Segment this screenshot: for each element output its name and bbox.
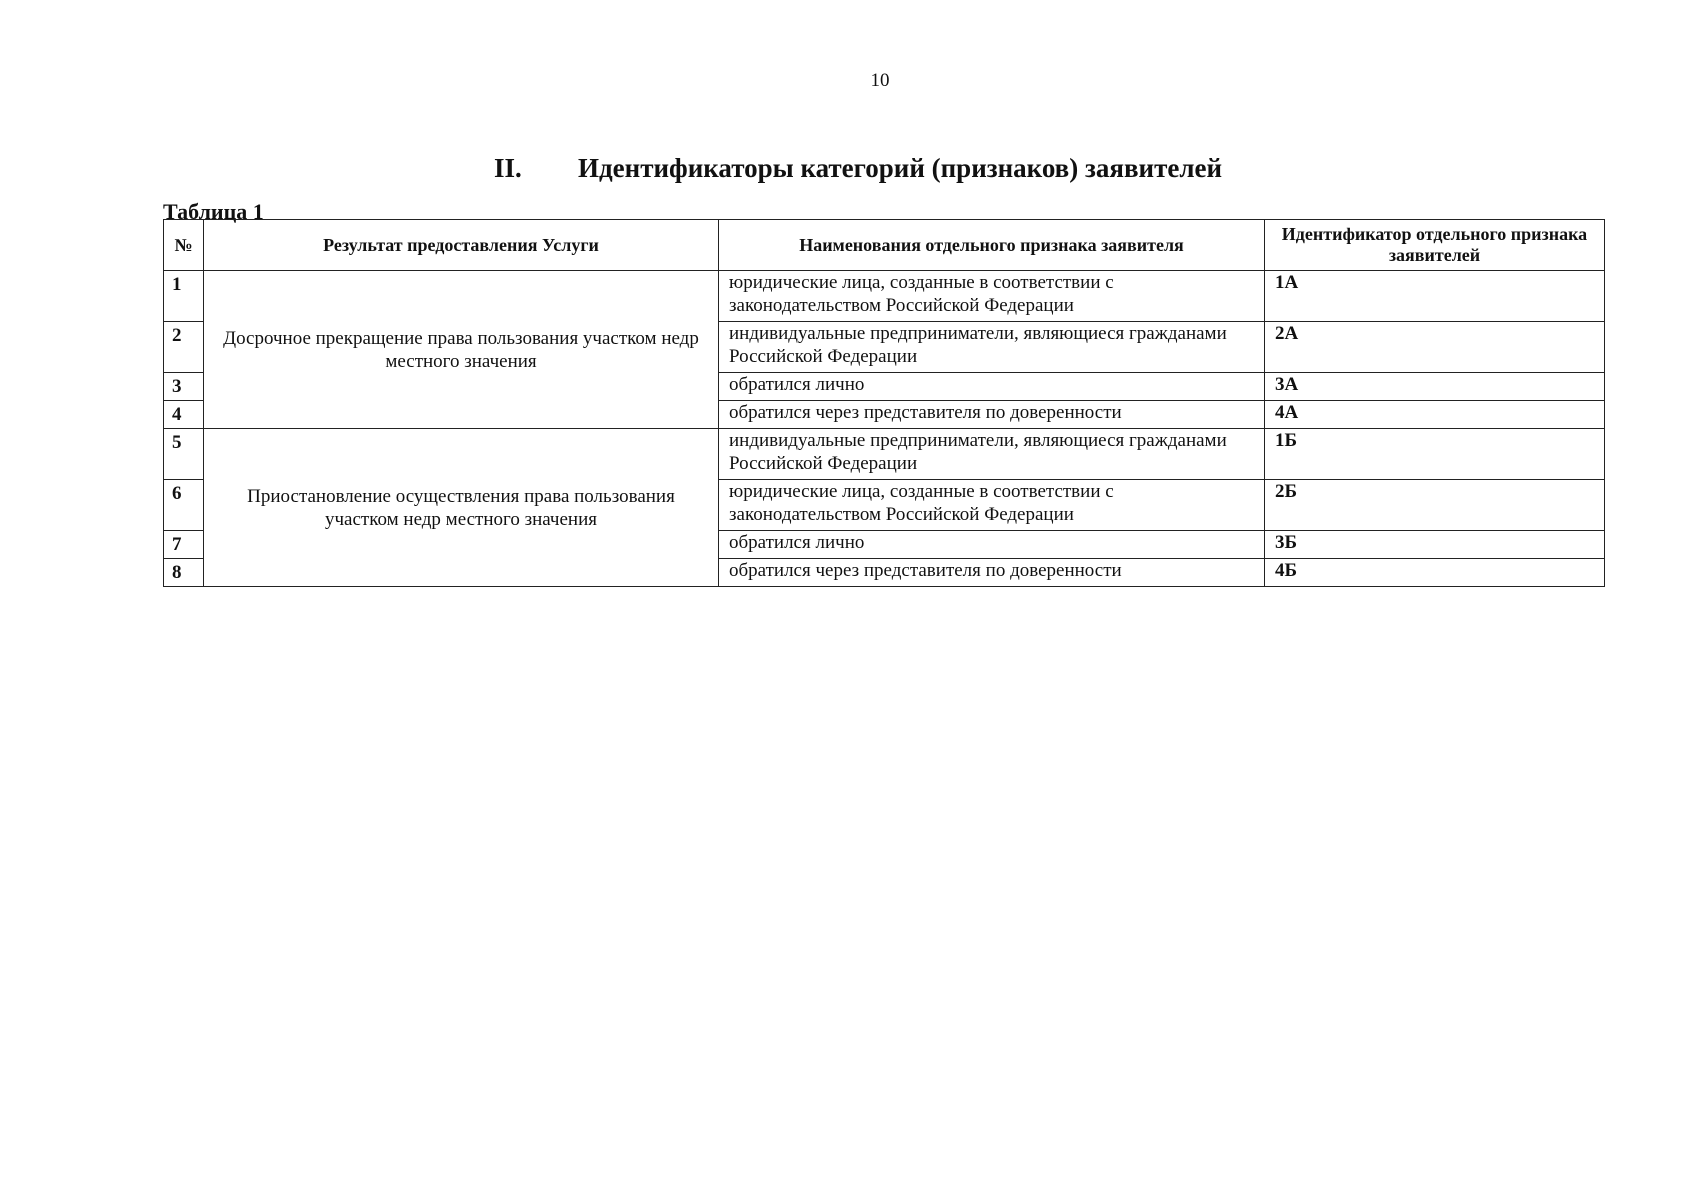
identifier-cell: 3А bbox=[1265, 373, 1605, 401]
row-no: 8 bbox=[164, 559, 204, 587]
attribute-cell: индивидуальные предприниматели, являющиеся гражданами Российской Федерации bbox=[719, 322, 1265, 373]
attribute-cell: обратился через представителя по доверенности bbox=[719, 559, 1265, 587]
section-number: II. bbox=[494, 153, 522, 183]
identifier-cell: 1Б bbox=[1265, 429, 1605, 480]
attribute-cell: индивидуальные предприниматели, являющиеся гражданами Российской Федерации bbox=[719, 429, 1265, 480]
identifier-cell: 2А bbox=[1265, 322, 1605, 373]
row-no: 6 bbox=[164, 480, 204, 531]
row-no: 2 bbox=[164, 322, 204, 373]
result-cell: Досрочное прекращение права пользования участком недр местного значения bbox=[204, 271, 719, 429]
row-no: 7 bbox=[164, 531, 204, 559]
attribute-cell: обратился лично bbox=[719, 531, 1265, 559]
identifier-cell: 1А bbox=[1265, 271, 1605, 322]
attribute-cell: обратился лично bbox=[719, 373, 1265, 401]
row-no: 3 bbox=[164, 373, 204, 401]
attribute-cell: обратился через представителя по доверенности bbox=[719, 401, 1265, 429]
row-no: 1 bbox=[164, 271, 204, 322]
attribute-cell: юридические лица, созданные в соответствии с законодательством Российской Федерации bbox=[719, 480, 1265, 531]
table-caption: Таблица 1 bbox=[163, 199, 264, 224]
header-attribute: Наименования отдельного признака заявителя bbox=[719, 220, 1265, 271]
section-heading bbox=[494, 153, 1222, 184]
identifier-cell: 4Б bbox=[1265, 559, 1605, 587]
row-no: 4 bbox=[164, 401, 204, 429]
header-no: № bbox=[164, 220, 204, 271]
header-result: Результат предоставления Услуги bbox=[204, 220, 719, 271]
page-number: 10 bbox=[870, 70, 890, 91]
table-row bbox=[164, 429, 1605, 480]
identifier-cell: 2Б bbox=[1265, 480, 1605, 531]
table-header-row bbox=[164, 220, 1605, 271]
section-title: Идентификаторы категорий (признаков) заявителей bbox=[578, 153, 1223, 183]
table-row bbox=[164, 271, 1605, 322]
identifiers-table bbox=[163, 219, 1605, 587]
identifier-cell: 3Б bbox=[1265, 531, 1605, 559]
row-no: 5 bbox=[164, 429, 204, 480]
attribute-cell: юридические лица, созданные в соответствии с законодательством Российской Федерации bbox=[719, 271, 1265, 322]
header-identifier: Идентификатор отдельного признака заявителей bbox=[1265, 220, 1605, 271]
identifier-cell: 4А bbox=[1265, 401, 1605, 429]
result-cell: Приостановление осуществления права пользования участком недр местного значения bbox=[204, 429, 719, 587]
